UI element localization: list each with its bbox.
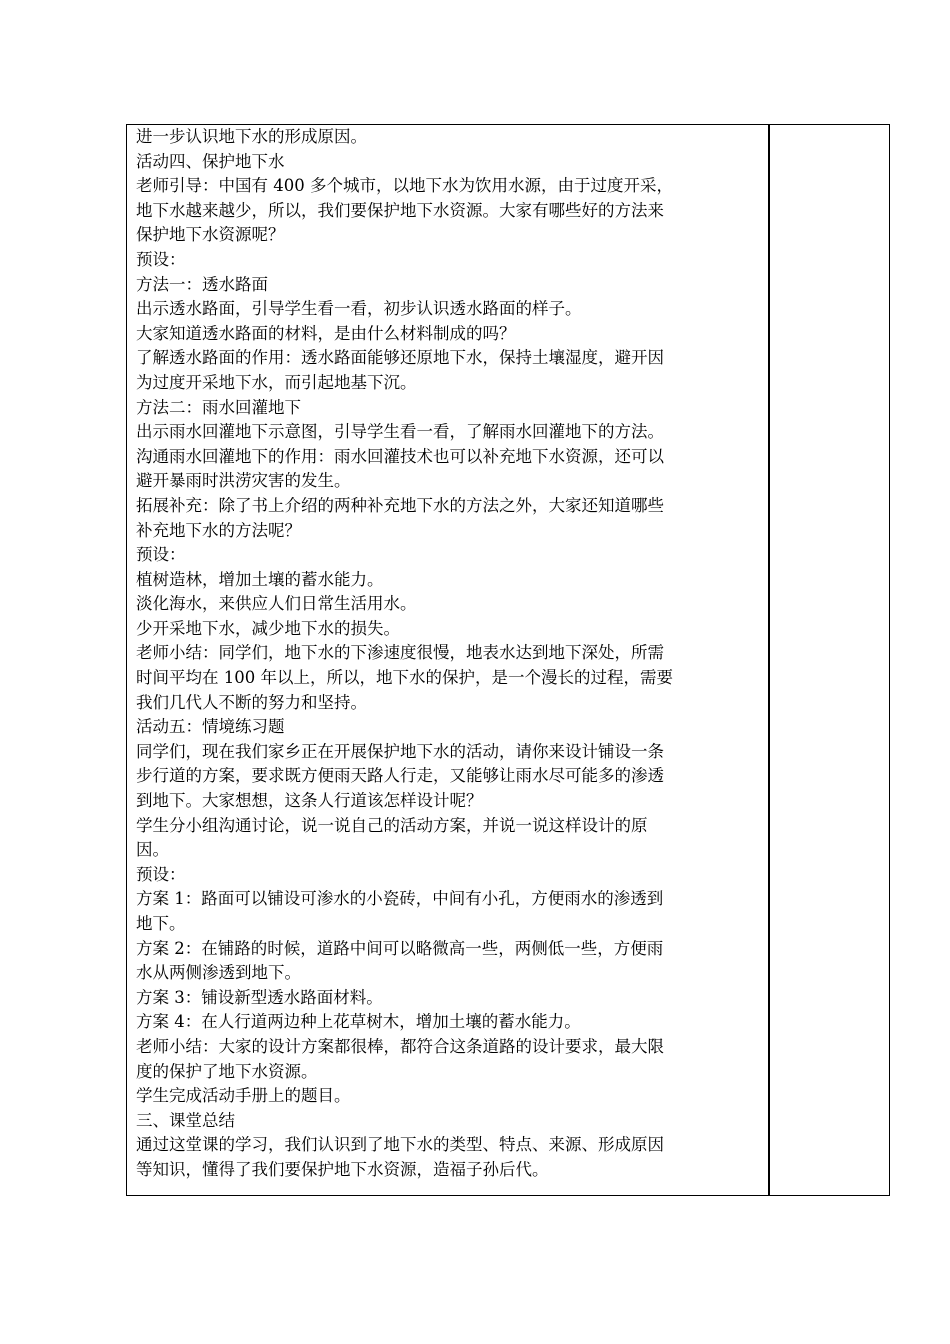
text-line: 预设： (136, 545, 186, 565)
text-line: 方案 2：在铺路的时候，道路中间可以略微高一些，两侧低一些，方便雨 (136, 938, 664, 958)
text-line: 拓展补充：除了书上介绍的两种补充地下水的方法之外，大家还知道哪些 (136, 495, 664, 515)
text-line: 出示透水路面，引导学生看一看，初步认识透水路面的样子。 (136, 299, 582, 319)
lesson-content-cell (136, 125, 762, 1183)
text-line: 补充地下水的方法呢？ (136, 520, 301, 540)
text-line: 我们几代人不断的努力和坚持。 (136, 692, 367, 712)
text-line: 活动五：情境练习题 (136, 717, 285, 737)
text-line: 为过度开采地下水，而引起地基下沉。 (136, 372, 417, 392)
text-line: 植树造林，增加土壤的蓄水能力。 (136, 569, 384, 589)
text-line: 预设： (136, 864, 186, 884)
text-line: 等知识，懂得了我们要保护地下水资源，造福子孙后代。 (136, 1159, 549, 1179)
text-line: 地下。 (136, 914, 186, 933)
text-line: 少开采地下水，减少地下水的损失。 (136, 618, 400, 638)
text-line: 避开暴雨时洪涝灾害的发生。 (136, 471, 351, 491)
text-line: 方案 3：铺设新型透水路面材料。 (136, 987, 383, 1007)
text-line: 地下水越来越少，所以，我们要保护地下水资源。大家有哪些好的方法来 (136, 200, 664, 220)
text-line: 方法二：雨水回灌地下 (136, 397, 301, 417)
text-line: 沟通雨水回灌地下的作用：雨水回灌技术也可以补充地下水资源，还可以 (136, 446, 664, 466)
text-line: 度的保护了地下水资源。 (136, 1061, 318, 1081)
text-line: 步行道的方案，要求既方便雨天路人行走，又能够让雨水尽可能多的渗透 (136, 766, 664, 786)
text-line: 进一步认识地下水的形成原因。 (136, 127, 367, 146)
text-line: 方案 4：在人行道两边种上花草树木，增加土壤的蓄水能力。 (136, 1012, 581, 1032)
text-line: 方法一：透水路面 (136, 274, 268, 294)
text-line: 水从两侧渗透到地下。 (136, 963, 301, 983)
text-line: 了解透水路面的作用：透水路面能够还原地下水，保持土壤湿度，避开因 (136, 348, 664, 368)
text-line: 学生分小组沟通讨论，说一说自己的活动方案，并说一说这样设计的原 (136, 815, 648, 835)
text-line: 时间平均在 100 年以上，所以，地下水的保护，是一个漫长的过程，需要 (136, 668, 673, 688)
text-line: 到地下。大家想想，这条人行道该怎样设计呢？ (136, 791, 483, 811)
text-line: 老师小结：同学们，地下水的下渗速度很慢，地表水达到地下深处，所需 (136, 643, 664, 663)
text-line: 保护地下水资源呢？ (136, 225, 285, 245)
text-line: 学生完成活动手册上的题目。 (136, 1086, 351, 1106)
notes-cell (770, 125, 889, 1195)
text-line: 预设： (136, 249, 186, 269)
text-line: 方案 1：路面可以铺设可渗水的小瓷砖，中间有小孔，方便雨水的渗透到 (136, 889, 664, 909)
text-line: 大家知道透水路面的材料，是由什么材料制成的吗？ (136, 323, 516, 343)
text-line: 老师小结：大家的设计方案都很棒，都符合这条道路的设计要求，最大限 (136, 1036, 664, 1056)
text-line: 出示雨水回灌地下示意图，引导学生看一看，了解雨水回灌地下的方法。 (136, 422, 664, 442)
text-line: 同学们，现在我们家乡正在开展保护地下水的活动，请你来设计铺设一条 (136, 741, 664, 761)
text-line: 因。 (136, 840, 169, 860)
text-line: 通过这堂课的学习，我们认识到了地下水的类型、特点、来源、形成原因 (136, 1135, 664, 1155)
text-line: 老师引导：中国有 400 多个城市，以地下水为饮用水源，由于过度开采， (136, 176, 673, 196)
text-line: 淡化海水，来供应人们日常生活用水。 (136, 594, 417, 614)
lesson-table (126, 124, 890, 1196)
text-line: 活动四、保护地下水 (136, 151, 285, 171)
text-line: 三、课堂总结 (136, 1110, 235, 1130)
